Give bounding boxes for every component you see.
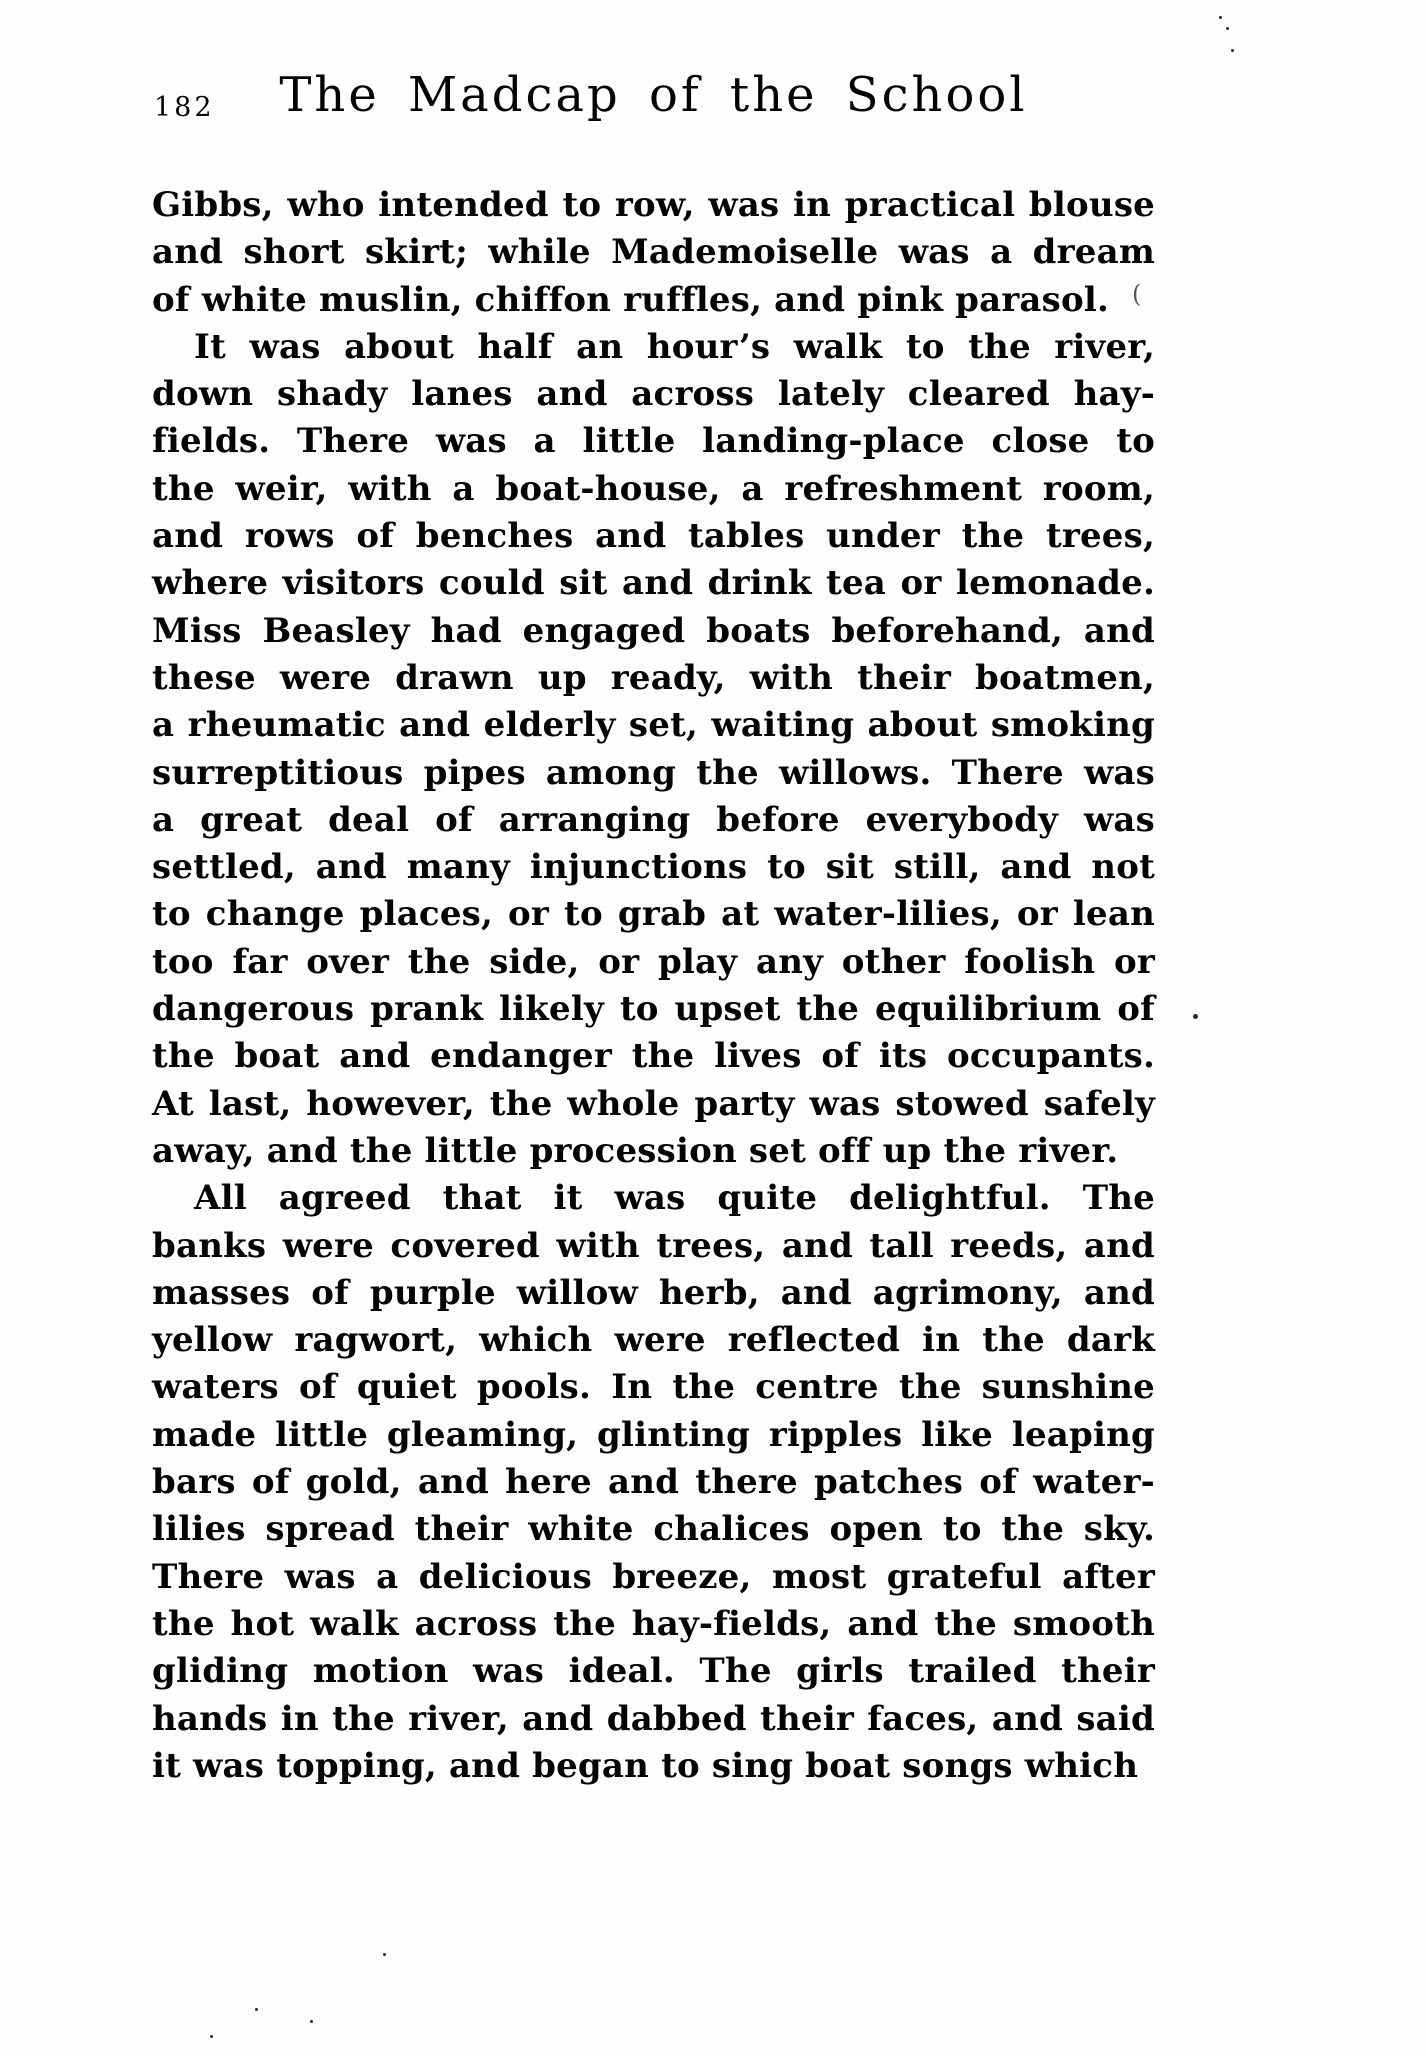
- body-text: [152, 182, 1155, 1790]
- scan-speck: [1219, 16, 1222, 19]
- text-line: made little gleaming, glinting ripples like leaping: [152, 1414, 1155, 1455]
- text-line: Gibbs, who intended to row, was in practical blouse: [152, 185, 1155, 225]
- text-line: to change places, or to grab at water-lilies, or lean: [152, 894, 1155, 935]
- text-line: where visitors could sit and drink tea or lemonade.: [152, 563, 1155, 604]
- text-line: and short skirt; while Mademoiselle was a dream: [152, 232, 1155, 273]
- text-line: the weir, with a boat-house, a refreshment room,: [152, 468, 1155, 509]
- text-line: down shady lanes and across lately cleared hay-: [152, 374, 1155, 415]
- text-line: away, and the little procession set off up the river.: [152, 1130, 1119, 1171]
- text-line: masses of purple willow herb, and agrimony, and: [152, 1272, 1155, 1313]
- text-line: hands in the river, and dabbed their faces, and said: [152, 1698, 1155, 1739]
- text-line: the boat and endanger the lives of its occupants.: [152, 1036, 1155, 1077]
- scan-speck: [1231, 49, 1234, 52]
- text-line: All agreed that it was quite delightful. The: [194, 1178, 1155, 1219]
- page-title: The Madcap of the School: [279, 67, 1028, 123]
- text-line: a great deal of arranging before everybody was: [152, 799, 1155, 840]
- scan-speck: [383, 1953, 386, 1956]
- text-line: At last, however, the whole party was stowed safely: [152, 1083, 1155, 1124]
- scan-speck: [1193, 1014, 1198, 1019]
- page-header: [152, 68, 1155, 130]
- text-line: of white muslin, chiffon ruffles, and pink parasol.: [152, 279, 1110, 320]
- text-line: It was about half an hour’s walk to the river,: [194, 326, 1155, 367]
- text-line: gliding motion was ideal. The girls trailed their: [152, 1651, 1155, 1692]
- text-line: lilies spread their white chalices open to the sky.: [152, 1509, 1155, 1550]
- text-line: banks were covered with trees, and tall reeds, and: [152, 1225, 1155, 1266]
- page-number: 182: [154, 92, 215, 123]
- scan-speck: [255, 2008, 258, 2011]
- text-line: surreptitious pipes among the willows. There was: [152, 752, 1155, 793]
- text-line: a rheumatic and elderly set, waiting about smoking: [152, 705, 1155, 746]
- scan-speck: [210, 2035, 213, 2038]
- stray-print-mark: (: [1132, 280, 1142, 308]
- text-line: the hot walk across the hay-fields, and the smooth: [152, 1603, 1155, 1644]
- text-line: There was a delicious breeze, most grateful after: [152, 1556, 1155, 1597]
- scan-speck: [310, 2020, 313, 2023]
- text-line: yellow ragwort, which were reflected in the dark: [152, 1320, 1155, 1361]
- text-line: these were drawn up ready, with their boatmen,: [152, 657, 1155, 698]
- text-line: too far over the side, or play any other foolish or: [152, 941, 1155, 982]
- scan-speck: [1226, 27, 1229, 30]
- text-line: fields. There was a little landing-place close to: [152, 421, 1155, 462]
- text-line: waters of quiet pools. In the centre the sunshine: [152, 1367, 1155, 1408]
- text-line: Miss Beasley had engaged boats beforehand, and: [152, 610, 1155, 651]
- text-line: bars of gold, and here and there patches of water-: [152, 1462, 1155, 1503]
- text-line: dangerous prank likely to upset the equilibrium of: [152, 989, 1155, 1030]
- text-line: settled, and many injunctions to sit still, and not: [152, 847, 1155, 888]
- text-line: and rows of benches and tables under the trees,: [152, 516, 1155, 557]
- text-line: it was topping, and began to sing boat songs which: [152, 1745, 1139, 1786]
